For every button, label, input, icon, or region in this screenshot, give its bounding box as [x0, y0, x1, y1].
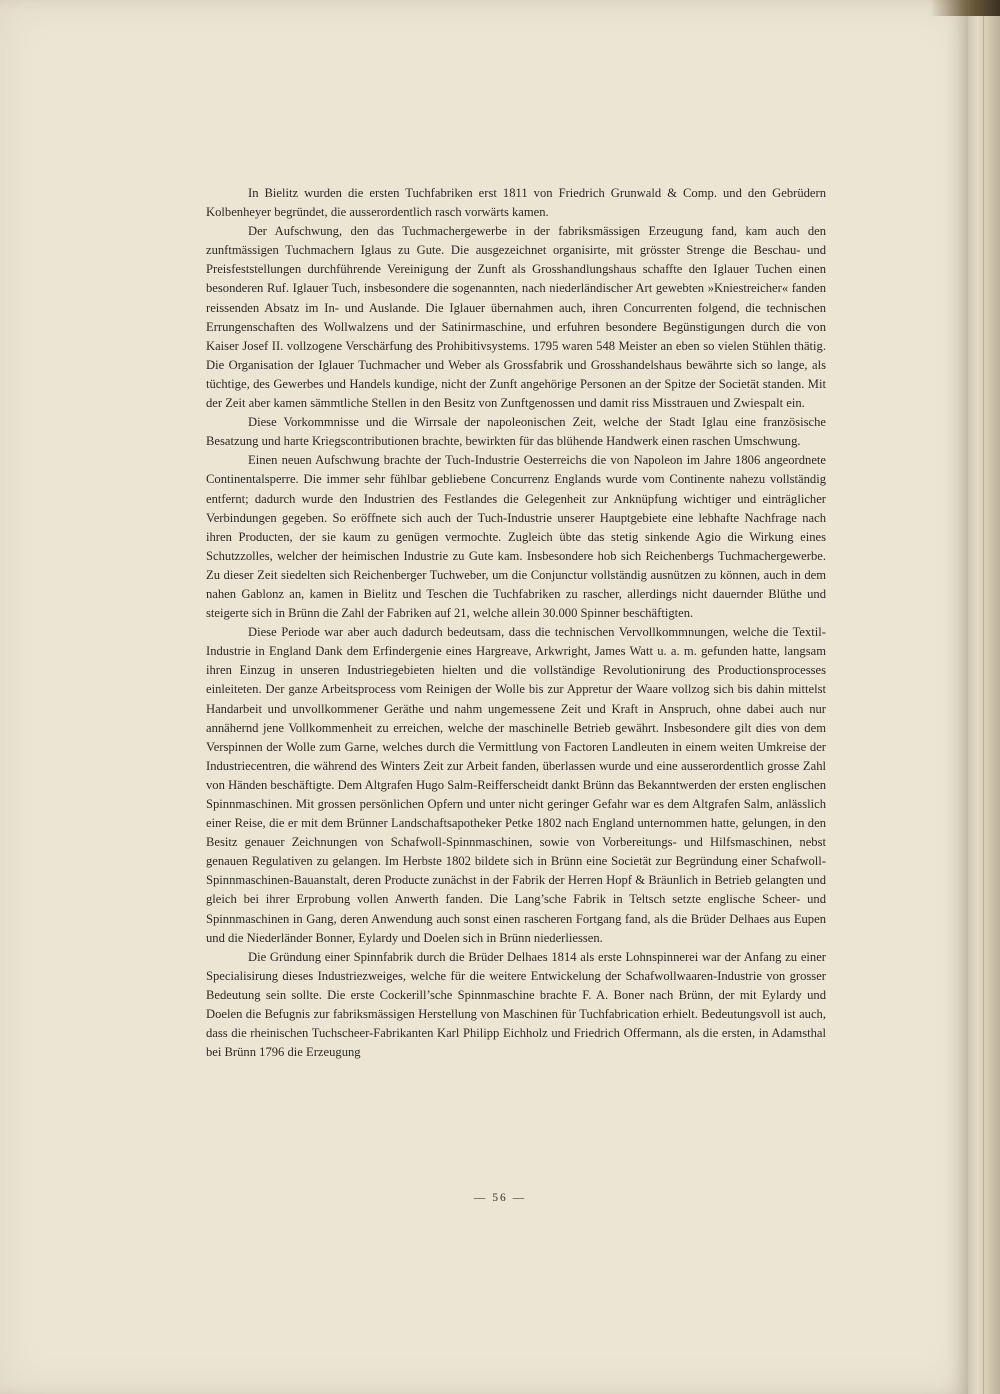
page-edge-line — [983, 0, 984, 1394]
paragraph-1: In Bielitz wurden die ersten Tuchfabriken erst 1811 von Friedrich Grunwald & Comp. und den Gebrüdern Kolbenheyer begründet, die ausserordentlich rasch vorwärts kamen. — [206, 186, 826, 220]
paragraph-3: Diese Vorkommnisse und die Wirrsale der napoleonischen Zeit, welche der Stadt Iglau eine französische Besatzung und harte Kriegscontributionen brachte, bewirkten für das blühende Handwerk einen raschen Umschwung. — [206, 415, 826, 449]
page-number: — 56 — — [473, 1192, 527, 1204]
binding-strip — [930, 0, 1000, 16]
paragraph-4: Einen neuen Aufschwung brachte der Tuch-Industrie Oesterreichs die von Napoleon im Jahre 1806 angeordnete Continentalsperre. Die immer sehr fühlbar gebliebene Concurrenz Englands wurde vom Continente nahezu vollständig entfernt; dadurch wurde den Industrien des Festlandes die Gelegenheit zur Anknüpfung wichtiger und einträglicher Verbindungen gegeben. So eröffnete sich auch der Tuch-Industrie unserer Hauptgebiete eine lebhafte Nachfrage nach ihren Producten, der sie kaum zu genügen vermochte. Zugleich übte das stetig sinkende Agio die Wirkung eines Schutzzolles, welcher der heimischen Industrie zu Gute kam. Insbesondere hob sich Reichenbergs Tuchmachergewerbe. Zu dieser Zeit siedelten sich Reichenberger Tuchweber, um die Conjunctur vollständig ausnützen zu können, auch in dem nahen Gablonz an, kamen in Bielitz und Teschen die Tuchfabriken zu rascher, allerdings nicht dauernder Blüthe und steigerte sich in Brünn die Zahl der Fabriken auf 21, welche allein 30.000 Spinner beschäftigten. — [206, 453, 826, 621]
paragraph-5: Diese Periode war aber auch dadurch bedeutsam, dass die technischen Vervollkommnungen, welche die Textil-Industrie in England Dank dem Erfindergenie eines Hargreave, Arkwright, James Watt u. a. m. gefunden hatte, langsam ihren Einzug in unseren Industriegebieten hielten und die vollständige Revolutionirung des Productionsprocesses einleiteten. Der ganze Arbeitsprocess vom Reinigen der Wolle bis zur Appretur der Waare vollzog sich bis dahin mittelst Handarbeit und unvollkommener Geräthe und nahm ungemessene Zeit und Kraft in Anspruch, ohne dabei auch nur annähernd jene Vollkommenheit zu erreichen, welche der maschinelle Betrieb gewährt. Insbesondere gilt dies von dem Verspinnen der Wolle zum Garne, welches durch die Vermittlung von Factoren Landleuten in einem weiten Umkreise der Industriecentren, die während des Winters Zeit zur Arbeit fanden, überlassen wurde und eine ausserordentlich grosse Zahl von Händen beschäftigte. Dem Altgrafen Hugo Salm-Reifferscheidt dankt Brünn das Bekanntwerden der ersten englischen Spinnmaschinen. Mit grossen persönlichen Opfern und unter nicht geringer Gefahr war es dem Altgrafen Salm, anlässlich einer Reise, die er mit dem Brünner Landschaftsapotheker Petke 1802 nach England unternommen hatte, gelungen, in den Besitz genauer Zeichnungen von Schafwoll-Spinnmaschinen, sowie von Vorbereitungs- und Hilfsmaschinen, nebst genauen Regulativen zu gelangen. Im Herbste 1802 bildete sich in Brünn eine Societät zur Begründung einer Schafwoll-Spinnmaschinen-Bauanstalt, deren Producte zunächst in der Fabrik der Herren Hopf & Bräunlich in Betrieb gelangten und gleich bei ihrer Erprobung vollen Anwerth fanden. Die Lang’sche Fabrik in Teltsch setzte englische Scheer- und Spinnmaschinen in Gang, deren Anwendung auch sonst einen rascheren Fortgang fand, als die Brüder Delhaes aus Eupen und die Niederländer Bonner, Eylardy und Doelen sich in Brünn niederliessen. — [206, 625, 826, 945]
page-edge — [968, 0, 1000, 1394]
body-text — [206, 184, 826, 1062]
paragraph-6: Die Gründung einer Spinnfabrik durch die Brüder Delhaes 1814 als erste Lohnspinnerei war der Anfang zu einer Specialisirung dieses Industriezweiges, welche für die weitere Entwickelung der Schafwollwaaren-Industrie von grosser Bedeutung sein sollte. Die erste Cockerill’sche Spinnmaschine brachte F. A. Boner nach Brünn, der mit Eylardy und Doelen die Befugnis zur fabriksmässigen Herstellung von Maschinen für Tuchfabrication erhielt. Bedeutungsvoll ist auch, dass die rheinischen Tuchscheer-Fabrikanten Karl Philipp Eichholz und Friedrich Offermann, als die ersten, in Adamsthal bei Brünn 1796 die Erzeugung — [206, 949, 826, 1060]
paragraph-2: Der Aufschwung, den das Tuchmachergewerbe in der fabriksmässigen Erzeugung fand, kam auch den zunftmässigen Tuchmachern Iglaus zu Gute. Die ausgezeichnet organisirte, mit grösster Strenge die Beschau- und Preisfeststellungen durchführende Vereinigung der Zunft als Grosshandlungshaus schaffte den Iglauer Tuchen einen besonderen Ruf. Iglauer Tuch, insbesondere die sogenannten, nach niederländischer Art gewebten »Kniestreicher« fanden reissenden Absatz im In- und Auslande. Die Iglauer übernahmen auch, ihren Concurrenten folgend, die technischen Errungenschaften des Wollwalzens und der Satinirmaschine, und erfuhren besondere Begünstigungen durch die von Kaiser Josef II. vollzogene Verschärfung des Prohibitivsystems. 1795 waren 548 Meister an eben so vielen Stühlen thätig. Die Organisation der Iglauer Tuchmacher und Weber als Grossfabrik und Grosshandelshaus bewährte sich so lange, als tüchtige, des Gewerbes und Handels kundige, nicht der Zunft angehörige Personen an der Spitze der Societät standen. Mit der Zeit aber kamen sämmtliche Stellen in den Besitz von Zunftgenossen und damit riss Misstrauen und Zwiespalt ein. — [206, 224, 826, 411]
